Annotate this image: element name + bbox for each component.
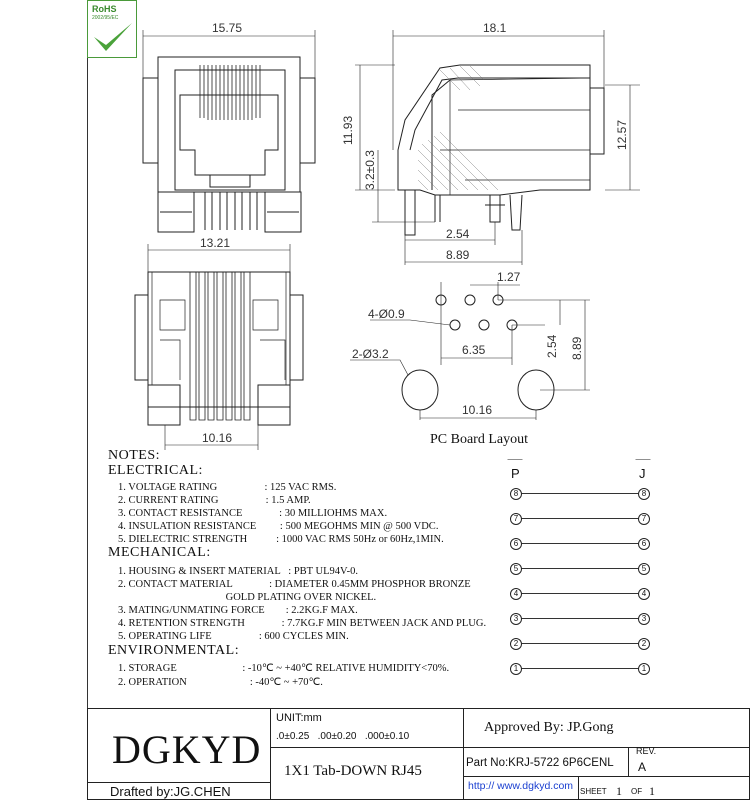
pin-7-left: 7	[510, 513, 522, 525]
wiring-label-left: P	[511, 466, 520, 481]
pin-2-right: 2	[638, 638, 650, 650]
product-name: 1X1 Tab-DOWN RJ45	[284, 763, 422, 779]
mechanical-item: GOLD PLATING OVER NICKEL.	[118, 592, 377, 603]
environmental-item: 2. OPERATION : -40℃ ~ +70℃.	[118, 677, 323, 688]
pin-1-right: 1	[638, 663, 650, 675]
mechanical-item: 4. RETENTION STRENGTH : 7.7KG.F MIN BETWEEN JACK AND PLUG.	[118, 618, 487, 629]
mechanical-item: 2. CONTACT MATERIAL : DIAMETER 0.45MM PHOSPHOR BRONZE	[118, 579, 471, 590]
dim-pcb-635: 6.35	[462, 343, 486, 357]
pin-6-right: 6	[638, 538, 650, 550]
pin-4-right: 4	[638, 588, 650, 600]
dim-side-pin1: 2.54	[446, 227, 470, 241]
dim-front-width: 15.75	[212, 21, 243, 35]
environmental-list	[118, 662, 449, 690]
rev-value: A	[638, 760, 647, 774]
pin-3-right: 3	[638, 613, 650, 625]
electrical-item: 2. CURRENT RATING : 1.5 AMP.	[118, 495, 311, 506]
of-label: OF	[631, 787, 643, 796]
pin-7-right: 7	[638, 513, 650, 525]
electrical-title: ELECTRICAL:	[108, 463, 203, 478]
approved-by: Approved By: JP.Gong	[484, 720, 614, 735]
rohs-label: RoHS	[92, 4, 117, 14]
pin-2-left: 2	[510, 638, 522, 650]
dim-bottom-width: 13.21	[200, 236, 231, 250]
front-view	[143, 30, 315, 232]
dim-height-left: 11.93	[341, 115, 355, 145]
rohs-sub: 2002/95/EC	[92, 15, 119, 21]
drafted-by: Drafted by:JG.CHEN	[110, 784, 231, 799]
dim-pcb-1016: 10.16	[462, 403, 493, 417]
wire-3	[522, 618, 638, 619]
mechanical-title: MECHANICAL:	[108, 545, 211, 560]
electrical-item: 5. DIELECTRIC STRENGTH : 1000 VAC RMS 50Hz or 60Hz,1MIN.	[118, 534, 444, 545]
bottom-view	[135, 244, 303, 450]
electrical-list	[118, 481, 444, 546]
of-value: 1	[649, 784, 655, 798]
dim-bottom-pitch: 10.16	[202, 431, 233, 445]
wire-6	[522, 543, 638, 544]
dim-pin-height: 3.2±0.3	[363, 150, 377, 190]
electrical-item: 3. CONTACT RESISTANCE : 30 MILLIOHMS MAX.	[118, 508, 388, 519]
rev-label: REV.	[636, 746, 657, 756]
electrical-item: 1. VOLTAGE RATING : 125 VAC RMS.	[118, 482, 337, 493]
pin-1-left: 1	[510, 663, 522, 675]
pin-5-right: 5	[638, 563, 650, 575]
pin-4-left: 4	[510, 588, 522, 600]
environmental-item: 1. STORAGE : -10℃ ~ +40℃ RELATIVE HUMIDITY<70%.	[118, 663, 450, 674]
company-url[interactable]: http:// www.dgkyd.com	[468, 780, 574, 792]
wire-7	[522, 518, 638, 519]
pcb-layout-title: PC Board Layout	[430, 432, 528, 447]
side-view	[355, 30, 640, 265]
dim-pcb-hole-small: 4-Ø0.9	[368, 307, 405, 321]
sheet-value: 1	[616, 784, 622, 798]
dim-pcb-hole-large: 2-Ø3.2	[352, 347, 389, 361]
wire-8	[522, 493, 638, 494]
dim-height-right: 12.57	[615, 119, 629, 150]
mechanical-item: 3. MATING/UNMATING FORCE : 2.2KG.F MAX.	[118, 605, 358, 616]
pin-8-right: 8	[638, 488, 650, 500]
pin-6-left: 6	[510, 538, 522, 550]
wire-4	[522, 593, 638, 594]
dim-pcb-889: 8.89	[570, 336, 584, 360]
notes-title: NOTES:	[108, 448, 160, 463]
unit-label: UNIT:mm	[276, 712, 322, 724]
part-no: Part No:KRJ-5722 6P6CENL	[466, 757, 614, 769]
pin-5-left: 5	[510, 563, 522, 575]
dim-side-pin2: 8.89	[446, 248, 470, 262]
wiring-label-right: J	[639, 466, 646, 481]
tolerances: .0±0.25 .00±0.20 .000±0.10	[276, 731, 410, 742]
mechanical-item: 1. HOUSING & INSERT MATERIAL : PBT UL94V-0.	[118, 566, 359, 577]
wire-1	[522, 668, 638, 669]
wire-5	[522, 568, 638, 569]
dim-pcb-254: 2.54	[545, 334, 559, 358]
dim-side-width: 18.1	[483, 21, 507, 35]
environmental-title: ENVIRONMENTAL:	[108, 643, 240, 658]
dim-pcb-top: 1.27	[497, 270, 521, 284]
mechanical-item: 5. OPERATING LIFE : 600 CYCLES MIN.	[118, 631, 349, 642]
electrical-item: 4. INSULATION RESISTANCE : 500 MEGOHMS MIN @ 500 VDC.	[118, 521, 439, 532]
company-logo: DGKYD	[112, 727, 262, 772]
sheet-label: SHEET	[580, 787, 607, 796]
wire-2	[522, 643, 638, 644]
mechanical-list	[118, 565, 486, 643]
pin-8-left: 8	[510, 488, 522, 500]
pin-3-left: 3	[510, 613, 522, 625]
